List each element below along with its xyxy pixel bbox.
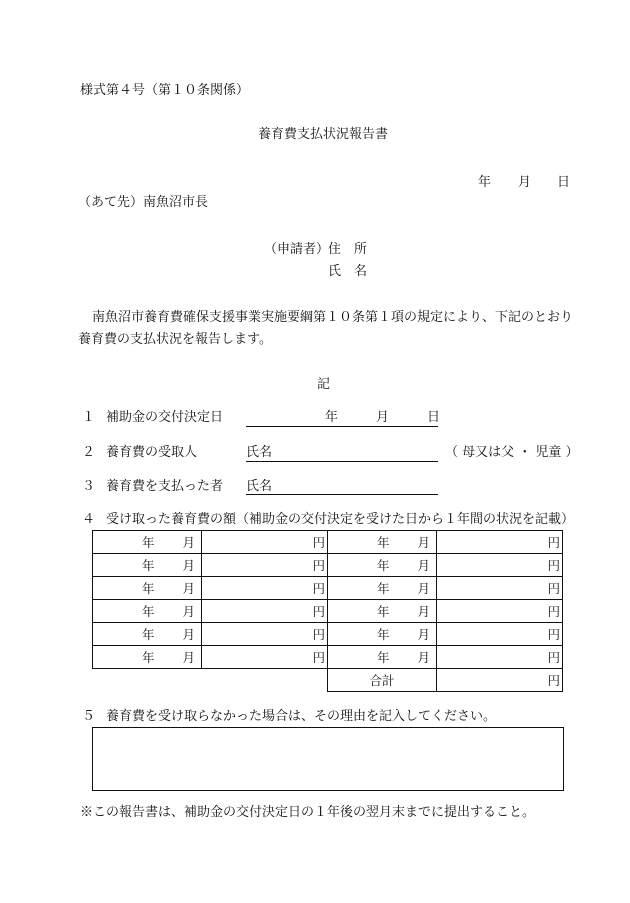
table-row [93, 554, 563, 577]
item3-number: ３ [82, 479, 96, 494]
month-label: 月 [182, 535, 195, 550]
right-amount-cell[interactable] [437, 554, 563, 577]
yen-label: 円 [547, 581, 560, 596]
year-label: 年 [141, 627, 155, 642]
table-row [93, 623, 563, 646]
table-row [93, 600, 563, 623]
year-label: 年 [376, 558, 390, 573]
month-label: 月 [417, 604, 430, 619]
right-year-month-cell[interactable] [328, 554, 437, 577]
left-year-month-cell[interactable] [93, 623, 202, 646]
item1-underline [246, 426, 438, 427]
submission-note: ※この報告書は、補助金の交付決定日の１年後の翌月末までに提出すること。 [80, 805, 536, 820]
item3-name-label: 氏名 [246, 479, 273, 494]
yen-label: 円 [547, 604, 560, 619]
blank-cell [202, 669, 328, 692]
item1-day: 日 [427, 410, 441, 425]
left-year-month-cell[interactable] [93, 554, 202, 577]
yen-label: 円 [312, 581, 325, 596]
addressee: （あて先）南魚沼市長 [78, 195, 209, 210]
item2-underline [246, 461, 438, 462]
body-text-line1: 南魚沼市養育費確保支援事業実施要綱第１０条第１項の規定により、下記のとおり [92, 310, 574, 325]
item4-number: ４ [82, 512, 96, 527]
right-amount-cell[interactable] [437, 531, 563, 554]
yen-label: 円 [547, 627, 560, 642]
item3-label: 養育費を支払った者 [106, 479, 224, 494]
yen-label: 円 [312, 650, 325, 665]
item2-number: ２ [82, 445, 96, 460]
date-year: 年 [478, 175, 492, 190]
right-amount-cell[interactable] [437, 577, 563, 600]
right-amount-cell[interactable] [437, 646, 563, 669]
item1-number: １ [82, 410, 96, 425]
yen-label: 円 [312, 604, 325, 619]
body-text-line2: 養育費の支払状況を報告します。 [78, 332, 272, 347]
year-label: 年 [141, 581, 155, 596]
month-label: 月 [182, 650, 195, 665]
applicant-address-label: 住 所 [328, 242, 368, 257]
month-label: 月 [417, 558, 430, 573]
item2-relation: （ 母又は父 ・ 児童 ） [445, 445, 579, 460]
left-amount-cell[interactable] [202, 554, 328, 577]
year-label: 年 [376, 650, 390, 665]
left-amount-cell[interactable] [202, 646, 328, 669]
reason-box[interactable] [92, 727, 564, 791]
left-year-month-cell[interactable] [93, 600, 202, 623]
applicant-name-label: 氏 名 [328, 264, 368, 279]
year-label: 年 [141, 650, 155, 665]
yen-label: 円 [547, 558, 560, 573]
total-amount-cell[interactable] [437, 669, 563, 692]
table-row [93, 531, 563, 554]
item3-underline [246, 494, 438, 495]
month-label: 月 [182, 581, 195, 596]
item2-name-label: 氏名 [246, 445, 273, 460]
applicant-label: （申請者） [264, 242, 330, 257]
item2-label: 養育費の受取人 [106, 445, 198, 460]
right-year-month-cell[interactable] [328, 600, 437, 623]
year-label: 年 [376, 535, 390, 550]
left-amount-cell[interactable] [202, 600, 328, 623]
right-amount-cell[interactable] [437, 623, 563, 646]
month-label: 月 [182, 558, 195, 573]
left-amount-cell[interactable] [202, 577, 328, 600]
item1-year: 年 [325, 410, 339, 425]
item1-month: 月 [376, 410, 390, 425]
date-day: 日 [557, 175, 571, 190]
right-year-month-cell[interactable] [328, 577, 437, 600]
year-label: 年 [376, 604, 390, 619]
yen-label: 円 [312, 627, 325, 642]
document-title: 養育費支払状況報告書 [258, 127, 389, 142]
year-label: 年 [141, 558, 155, 573]
year-label: 年 [376, 581, 390, 596]
yen-label: 円 [547, 650, 560, 665]
ki-heading: 記 [317, 377, 331, 392]
month-label: 月 [417, 581, 430, 596]
yen-label: 円 [547, 673, 560, 688]
year-label: 年 [141, 535, 155, 550]
item4-label: 受け取った養育費の額（補助金の交付決定を受けた日から１年間の状況を記載） [106, 512, 575, 527]
yen-label: 円 [547, 535, 560, 550]
item5-label: 養育費を受け取らなかった場合は、その理由を記入してください。 [106, 709, 497, 724]
date-month: 月 [518, 175, 532, 190]
left-year-month-cell[interactable] [93, 577, 202, 600]
month-label: 月 [417, 650, 430, 665]
right-year-month-cell[interactable] [328, 531, 437, 554]
payment-table [92, 530, 563, 692]
item1-label: 補助金の交付決定日 [106, 410, 224, 425]
month-label: 月 [182, 604, 195, 619]
item5-number: ５ [82, 709, 96, 724]
month-label: 月 [417, 627, 430, 642]
left-year-month-cell[interactable] [93, 646, 202, 669]
yen-label: 円 [312, 558, 325, 573]
total-label: 合計 [328, 669, 437, 692]
right-amount-cell[interactable] [437, 600, 563, 623]
left-amount-cell[interactable] [202, 531, 328, 554]
month-label: 月 [182, 627, 195, 642]
blank-cell [93, 669, 202, 692]
year-label: 年 [376, 627, 390, 642]
left-year-month-cell[interactable] [93, 531, 202, 554]
right-year-month-cell[interactable] [328, 623, 437, 646]
year-label: 年 [141, 604, 155, 619]
form-number: 様式第４号（第１０条関係） [80, 83, 250, 98]
total-row [93, 669, 563, 692]
left-amount-cell[interactable] [202, 623, 328, 646]
month-label: 月 [417, 535, 430, 550]
right-year-month-cell[interactable] [328, 646, 437, 669]
yen-label: 円 [312, 535, 325, 550]
table-row [93, 646, 563, 669]
table-row [93, 577, 563, 600]
